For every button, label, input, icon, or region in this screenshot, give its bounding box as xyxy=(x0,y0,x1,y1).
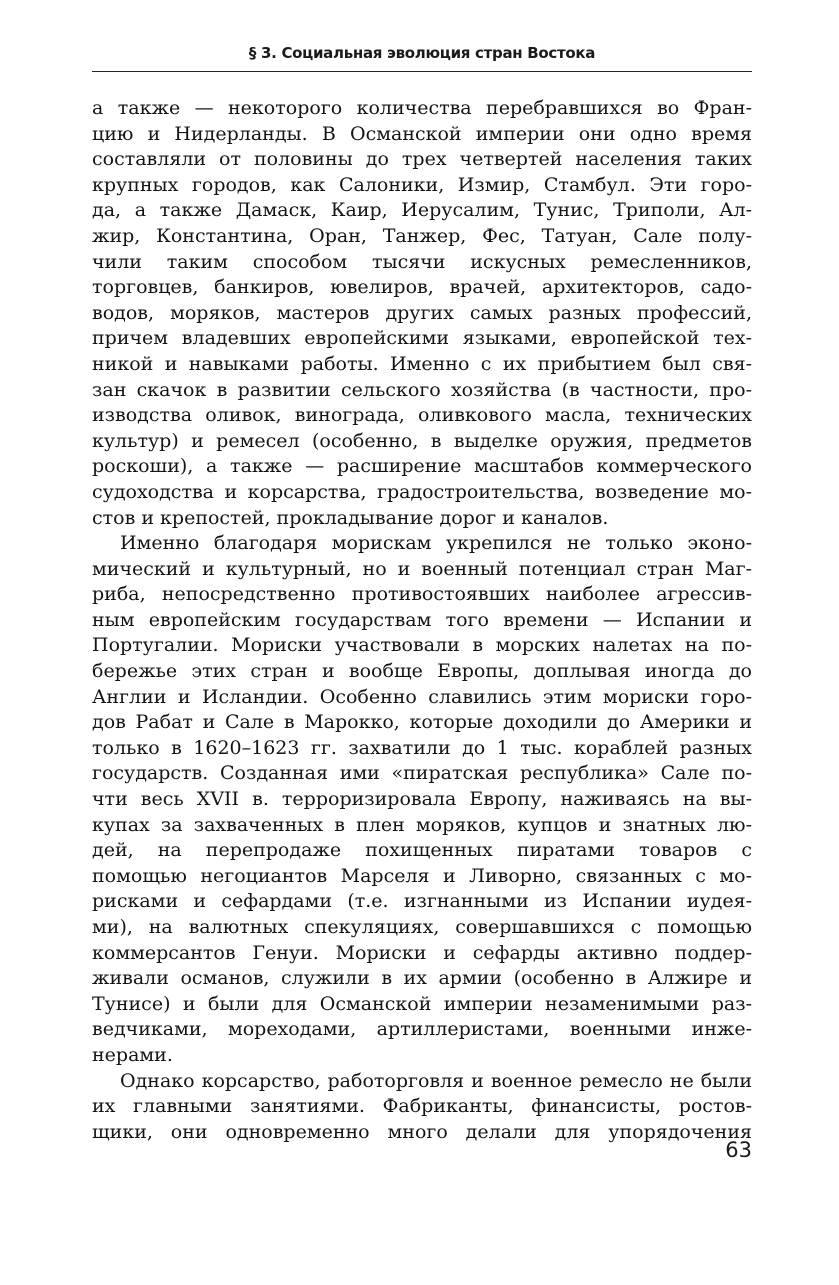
text-line: рисками и сефардами (т.е. изгнанными из Испании иудея- xyxy=(92,890,752,913)
text-line: а также — некоторого количества перебравшихся во Фран- xyxy=(92,97,752,119)
text-line: Именно благодаря морискам укрепился не только эконо- xyxy=(120,532,752,555)
text-line: водов, моряков, мастеров других самых разных профессий, xyxy=(92,301,752,324)
text-line: Португалии. Мориски участвовали в морских налетах на по- xyxy=(92,634,752,657)
running-head: § 3. Социальная эволюция стран Востока xyxy=(248,44,596,62)
text-line: только в 1620–1623 гг. захватили до 1 тыс. кораблей разных xyxy=(92,736,752,759)
text-line: зан скачок в развитии сельского хозяйства (в частности, про- xyxy=(92,378,752,401)
text-line: риба, непосредственно противостоявших наиболее агрессив- xyxy=(92,583,752,606)
text-line: судоходства и корсарства, градостроительства, возведение мо- xyxy=(92,480,752,503)
text-line: бережье этих стран и вообще Европы, доплывая иногда до xyxy=(92,660,752,683)
text-line: нерами. xyxy=(92,1043,173,1066)
text-line: изводства оливок, винограда, оливкового масла, технических xyxy=(92,404,752,427)
text-line: цию и Нидерланды. В Османской империи они одно время xyxy=(92,122,752,145)
text-line: Тунисе) и были для Османской империи незаменимыми раз- xyxy=(92,992,752,1015)
text-line: дей, на перепродаже похищенных пиратами товаров с xyxy=(92,839,752,862)
text-line: причем владевших европейскими языками, европейской тех- xyxy=(92,327,752,350)
text-line: государств. Созданная ими «пиратская республика» Сале по- xyxy=(92,762,752,785)
text-line: жир, Константина, Оран, Танжер, Фес, Татуан, Сале полу- xyxy=(92,224,752,247)
text-line: никой и навыками работы. Именно с их прибытием был свя- xyxy=(92,352,752,375)
text-line: ведчиками, мореходами, артиллеристами, военными инже- xyxy=(92,1018,752,1041)
text-line: стов и крепостей, прокладывание дорог и каналов. xyxy=(92,506,609,529)
text-line: составляли от половины до трех четвертей населения таких xyxy=(92,148,752,171)
text-line: торговцев, банкиров, ювелиров, врачей, архитекторов, садо- xyxy=(92,276,752,299)
text-line: щики, они одновременно много делали для упорядочения xyxy=(92,1120,752,1143)
text-line: помощью негоциантов Марселя и Ливорно, связанных с мо- xyxy=(92,864,752,887)
text-line: Англии и Исландии. Особенно славились этим мориски горо- xyxy=(92,685,752,708)
text-line: крупных городов, как Салоники, Измир, Стамбул. Эти горо- xyxy=(92,173,752,196)
text-line: коммерсантов Генуи. Мориски и сефарды активно поддер- xyxy=(92,941,752,964)
text-line: да, а также Дамаск, Каир, Иерусалим, Тунис, Триполи, Ал- xyxy=(92,199,752,222)
text-line: ми), на валютных спекуляциях, совершавшихся с помощью xyxy=(92,916,752,938)
text-line: Однако корсарство, работорговля и военное ремесло не были xyxy=(120,1069,752,1092)
text-line: роскоши), а также — расширение масштабов коммерческого xyxy=(92,455,752,478)
page-number: 63 xyxy=(725,1138,752,1162)
main-text xyxy=(92,96,752,1145)
text-line: купах за захваченных в плен моряков, купцов и знатных лю- xyxy=(92,813,752,836)
text-line: мический и культурный, но и военный потенциал стран Маг- xyxy=(92,557,752,580)
text-line: их главными занятиями. Фабриканты, финансисты, ростов- xyxy=(92,1095,752,1118)
text-line: чили таким способом тысячи искусных ремесленников, xyxy=(92,250,752,273)
text-line: живали османов, служили в их армии (особенно в Алжире и xyxy=(92,967,752,990)
text-line: чти весь XVII в. терроризировала Европу, наживаясь на вы- xyxy=(92,788,752,811)
text-line: ным европейским государствам того времени — Испании и xyxy=(92,608,752,631)
text-line: культур) и ремесел (особенно, в выделке оружия, предметов xyxy=(92,429,752,452)
header-rule xyxy=(92,71,752,72)
text-line: дов Рабат и Сале в Марокко, которые доходили до Америки и xyxy=(92,711,752,734)
